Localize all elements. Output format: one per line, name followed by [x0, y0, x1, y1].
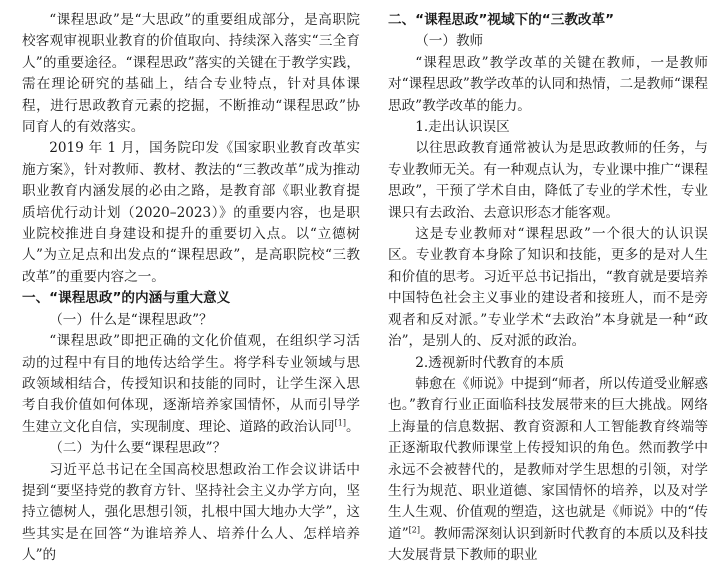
paragraph: 这是专业教师对“课程思政”一个很大的认识误区。专业教育本身除了知识和技能，更多的是对人生和价值的思考。习近平总书记指出，“教育就是要培养中国特色社会主义事业的建设者和接班人，而不是旁观者和反对派。”专业学术“去政治”本身就是一种“政治”，是别人的、反对派的政治。 [388, 226, 708, 350]
citation-ref: [2] [408, 525, 421, 535]
paragraph: 2019 年 1 月，国务院印发《国家职业教育改革实施方案》，针对教师、教材、教法的“三教改革”成为推动职业教育内涵发展的必由之路，是教育部《职业教育提质培优行动计划（2020–2023）》的重要内容，也是职业院校推进自身建设和提升的重要切入点。以“立德树人”为立足点和出发点的“课程思政”，是高职院校“三教改革”的重要内容之一。 [22, 140, 360, 285]
sub-subsection-heading: 2.透视新时代教育的本质 [415, 354, 565, 371]
sub-subsection-heading: 1.走出认识误区 [415, 119, 510, 136]
paragraph: 习近平总书记在全国高校思想政治工作会议讲话中提到“要坚持党的教育方针、坚持社会主义办学方向，坚持立德树人，强化思想引领，扎根中国大地办大学”，这些其实是在回答“为谁培养人、培养什么人、怎样培养人”的 [22, 461, 360, 564]
right-column [388, 10, 708, 567]
left-column [22, 10, 360, 567]
paragraph-text: 韩愈在《师说》中提到“师者，所以传道受业解惑也。”教育行业正面临科技发展带来的巨大挑战。网络上海量的信息数据、教育资源和人工智能教育终端等正逐渐取代教师课堂上传授知识的角色。然而教学中永远不会被替代的，是教师对学生思想的引领，对学生行为规范、职业道德、家国情怀的培养，以及对学生人生观、价值观的塑造，这也就是《师说》中的“传道” [388, 375, 708, 542]
subsection-heading: （一）教师 [415, 33, 484, 50]
citation-ref: [1] [334, 418, 346, 428]
paragraph-text: 。教师需深刻认识到新时代教育的本质以及科技大发展背景下教师的职业 [388, 525, 709, 564]
paragraph [388, 374, 708, 567]
subsection-heading: （二）为什么要“课程思政”？ [49, 440, 227, 457]
section-heading: 二、“课程思政”视域下的“三教改革” [388, 12, 615, 28]
subsection-heading: （一）什么是“课程思政”？ [49, 311, 213, 328]
paragraph [22, 331, 360, 438]
paragraph: “课程思政”教学改革的关键在教师，一是教师对“课程思政”教学改革的认同和热情，二是教师“课程思政”教学改革的能力。 [388, 54, 708, 114]
paragraph: 以往思政教育通常被认为是思政教师的任务，与专业教师无关。有一种观点认为，专业课中推广“课程思政”，干预了学术自由，降低了专业的学术性，专业课只有去政治、去意识形态才能客观。 [388, 140, 708, 221]
paragraph-text: “课程思政”即把正确的文化价值观，在组织学习活动的过程中有目的地传达给学生。将学科专业领域与思政领域相结合，传授知识和技能的同时，让学生深入思考自我价值如何体现，逐渐培养家国情怀，从而引导学生建立文化自信，实现制度、理论、道路的政治认同 [22, 333, 360, 435]
paragraph-end: 。 [346, 418, 360, 435]
paragraph: “课程思政”是“大思政”的重要组成部分，是高职院校客观审视职业教育的价值取向、持续深入落实“三全育人”的重要途径。“课程思政”落实的关键在于教学实践，需在理论研究的基础上，结合专业特点，针对具体课程，进行思政教育元素的挖掘，不断推动“课程思政”协同育人的有效落实。 [22, 12, 360, 136]
section-heading: 一、“课程思政”的内涵与重大意义 [22, 290, 231, 307]
